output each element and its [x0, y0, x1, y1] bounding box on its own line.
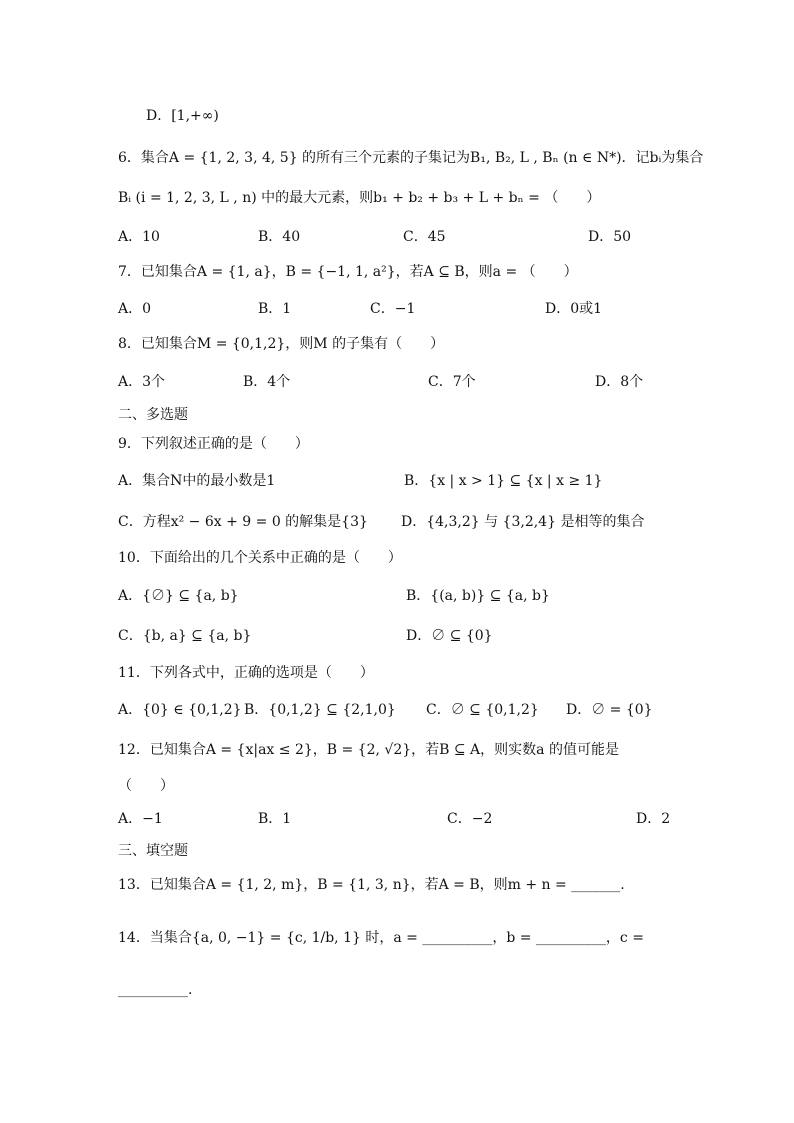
q7-option-b: B．1: [258, 301, 292, 317]
q9-option-a: A．集合N中的最小数是1: [118, 473, 276, 489]
q8-option-c: C．7个: [428, 374, 476, 390]
q6-option-d: D．50: [588, 229, 632, 245]
q12-option-a: A．−1: [118, 811, 163, 827]
q6-stem-line2: Bᵢ (i = 1, 2, 3, L , n) 中的最大元素，则b₁ + b₂ + b₃ + L + bₙ = （ ）: [118, 190, 601, 206]
q8-option-a: A．3个: [118, 374, 166, 390]
q7-option-c: C．−1: [370, 301, 416, 317]
q8-option-b: B．4个: [243, 374, 291, 390]
section-multi-choice: 二、多选题: [118, 407, 188, 423]
q14-stem-line1: 14．当集合{a, 0, −1} = {c, 1/b, 1} 时，a = __________，b = __________，c =: [118, 930, 644, 946]
q8-stem: 8．已知集合M = {0,1,2}，则M 的子集有（ ）: [118, 336, 445, 352]
q10-option-a: A．{∅} ⊆ {a, b}: [118, 588, 239, 604]
q10-option-d: D．∅ ⊆ {0}: [406, 628, 493, 644]
q11-option-b: B．{0,1,2} ⊆ {2,1,0}: [244, 702, 396, 718]
q9-option-d: D．{4,3,2} 与 {3,2,4} 是相等的集合: [401, 514, 645, 530]
q9-option-c: C．方程x² − 6x + 9 = 0 的解集是{3}: [118, 514, 368, 530]
q12-option-d: D．2: [636, 811, 671, 827]
q11-stem: 11．下列各式中，正确的选项是（ ）: [118, 665, 374, 681]
q12-stem-line1: 12．已知集合A = {x|ax ≤ 2}，B = {2, √2}，若B ⊆ A，则实数a 的值可能是: [118, 742, 619, 758]
q6-option-b: B．40: [258, 229, 301, 245]
q14-stem-line2: __________.: [118, 982, 193, 998]
q8-option-d: D．8个: [595, 374, 644, 390]
q6-option-a: A．10: [118, 229, 160, 245]
q7-option-a: A．0: [118, 301, 152, 317]
q10-stem: 10．下面给出的几个关系中正确的是（ ）: [118, 550, 402, 566]
section-fill-blank: 三、填空题: [118, 843, 188, 859]
q5-option-d: D．[1,+∞): [146, 108, 219, 124]
q6-stem-line1: 6．集合A = {1, 2, 3, 4, 5} 的所有三个元素的子集记为B₁, B₂, L , Bₙ (n ∈ N*)．记bᵢ为集合: [118, 150, 704, 166]
q12-option-c: C．−2: [447, 811, 493, 827]
q12-stem-line2: （ ）: [118, 778, 174, 794]
q6-option-c: C．45: [403, 229, 446, 245]
q11-option-c: C．∅ ⊆ {0,1,2}: [426, 702, 539, 718]
q11-option-a: A．{0} ∈ {0,1,2}: [118, 702, 242, 718]
q11-option-d: D．∅ = {0}: [566, 702, 653, 718]
q10-option-c: C．{b, a} ⊆ {a, b}: [118, 628, 252, 644]
q9-stem: 9．下列叙述正确的是（ ）: [118, 436, 309, 452]
q9-option-b: B．{x | x > 1} ⊆ {x | x ≥ 1}: [404, 473, 603, 489]
q12-option-b: B．1: [258, 811, 292, 827]
q13-stem: 13．已知集合A = {1, 2, m}，B = {1, 3, n}，若A = B，则m + n = _______.: [118, 877, 625, 893]
q10-option-b: B．{(a, b)} ⊆ {a, b}: [406, 588, 550, 604]
q7-stem: 7．已知集合A = {1, a}，B = {−1, 1, a²}，若A ⊆ B，则a = （ ）: [118, 264, 578, 280]
q7-option-d: D．0或1: [545, 301, 603, 317]
